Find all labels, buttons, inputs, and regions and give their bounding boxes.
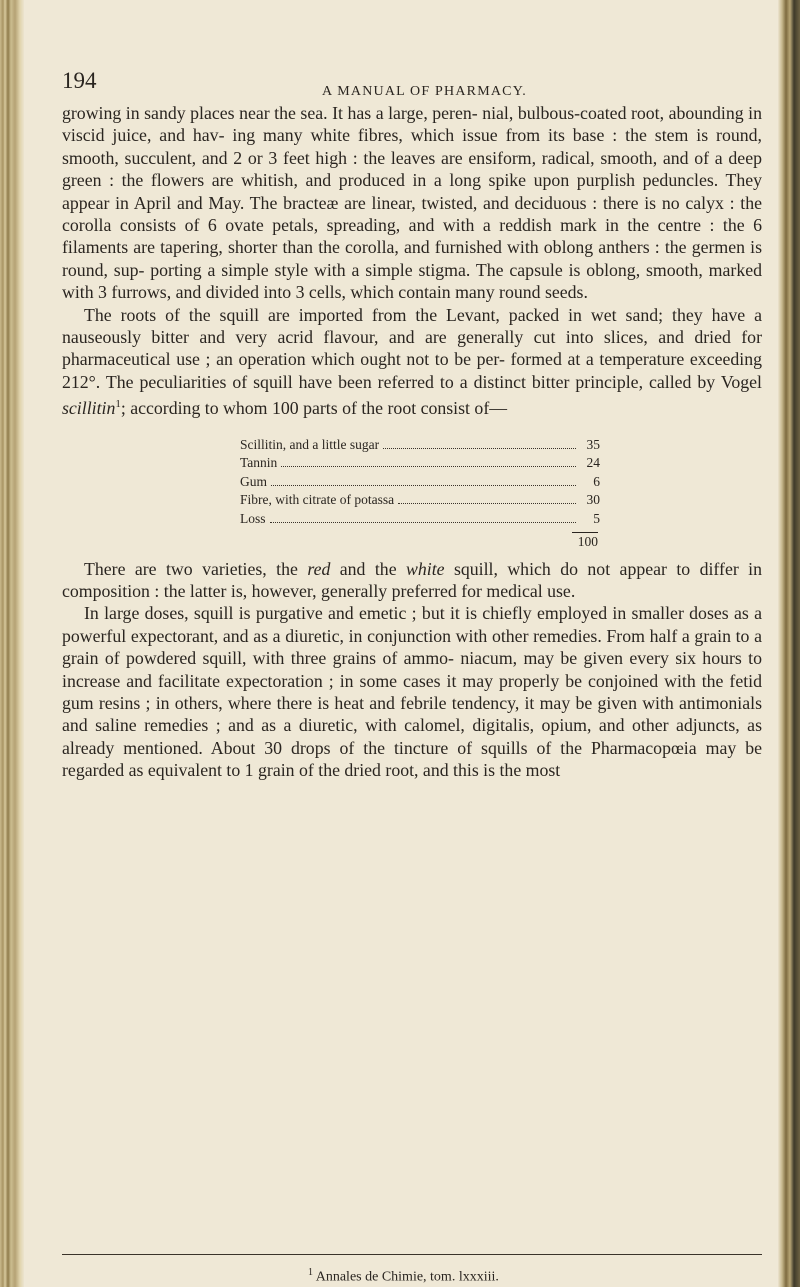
table-row (240, 473, 600, 492)
row-value: 6 (593, 473, 600, 489)
dot-leader (398, 503, 576, 504)
running-head: A MANUAL OF PHARMACY. (322, 84, 527, 99)
footnote-mark: 1 (308, 1267, 313, 1278)
row-label: Tannin (240, 455, 278, 471)
footnote-rule (62, 1254, 762, 1255)
composition-table (240, 436, 600, 552)
paragraph-description: growing in sandy places near the sea. It has a large, peren- nial, bulbous-coated root, abounding in viscid juice, and hav- ing many white fibres, which issue from its base : the stem is round, smooth, succulent, and 2 or 3 feet high : the leaves are ensiform, radical, smooth, and of a deep green : the flowers are whitish, and produced in a long spike upon purplish peduncles. They appear in April and May. The bracteæ are linear, twisted, and deciduous : there is no calyx : the corolla consists of 6 ovate petals, spreading, and with a reddish mark in the centre : the 6 filaments are tapering, shorter than the corolla, and furnished with oblong anthers : the germen is round, sup- porting a simple style with a simple stigma. The capsule is oblong, smooth, marked with 3 furrows, and divided into 3 cells, which contain many round seeds. (62, 103, 762, 303)
dot-leader (383, 448, 576, 449)
row-value: 30 (586, 492, 600, 508)
row-value: 35 (586, 436, 600, 452)
footnote (308, 1267, 499, 1286)
term-white: white (406, 558, 445, 579)
footnote-text: Annales de Chimie, tom. lxxxiii. (315, 1269, 499, 1285)
term-red: red (307, 558, 331, 579)
table-row (240, 454, 600, 473)
row-label: Fibre, with citrate of potassa (240, 492, 395, 508)
term-scillitin: scillitin (62, 398, 116, 419)
table-row (240, 436, 600, 455)
page-number: 194 (62, 68, 97, 93)
page-edge-right (778, 0, 800, 1287)
book-page (62, 62, 762, 1285)
varieties-text: squill, which do not appear to differ in composition : the latter is, however, generally preferred for medical use. (62, 558, 762, 602)
paragraph-doses: In large doses, squill is purgative and emetic ; but it is chiefly employed in smaller doses as a powerful expectorant, and as a diuretic, in conjunction with other remedies. From half a grain to a grain of powdered squill, with three grains of ammo- niacum, may be given every six hours to increase and facilitate expectoration ; in some cases it may properly be conjoined with the fetid gum resins ; in others, where there is heat and febrile tendency, it may be given with antimonials and saline remedies ; and as a diuretic, with calomel, digitalis, opium, and other adjuncts, as already mentioned. About 30 drops of the tincture of squills of the Pharmacopœia may be regarded as equivalent to 1 grain of the dried root, and this is the most (62, 603, 762, 781)
table-row (240, 510, 600, 529)
dot-leader (270, 522, 576, 523)
varieties-text: There are two varieties, the (84, 558, 308, 579)
page-header (62, 62, 762, 102)
row-label: Loss (240, 510, 266, 526)
paragraph-roots (62, 304, 762, 420)
row-label: Gum (240, 473, 267, 489)
dot-leader (281, 466, 576, 467)
paragraph-roots-tail: ; according to whom 100 parts of the root consist of— (120, 398, 508, 419)
paragraph-roots-text: The roots of the squill are imported from the Levant, packed in wet sand; they have a nauseously bitter and very acrid flavour, and are generally cut into slices, and dried for pharmaceutical use ; an operation which ought not to be per- formed at a temperature exceeding 212°. The peculiarities of squill have been referred to a distinct bitter principle, called by Vogel (62, 304, 762, 392)
row-label: Scillitin, and a little sugar (240, 436, 380, 452)
varieties-text: and the (330, 558, 407, 579)
binding-edge-left (0, 0, 24, 1287)
row-value: 5 (593, 510, 600, 526)
table-row (240, 491, 600, 510)
footnote-reference: 1 (115, 398, 121, 411)
dot-leader (271, 485, 576, 486)
row-value: 24 (586, 455, 600, 471)
paragraph-varieties (62, 558, 762, 603)
table-total: 100 (577, 534, 598, 550)
